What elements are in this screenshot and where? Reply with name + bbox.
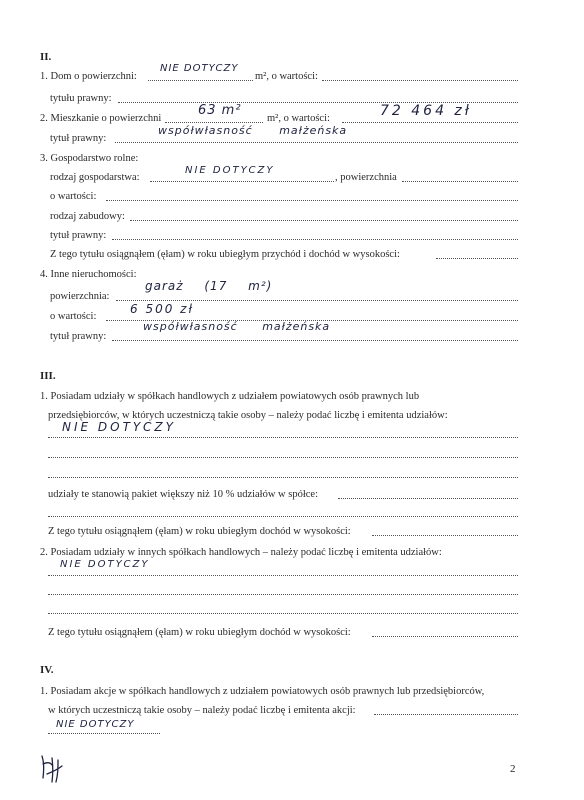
house-title-label: tytułu prawny: — [50, 93, 112, 104]
fill-line — [48, 594, 518, 595]
fill-line — [48, 613, 518, 614]
farm-label: 3. Gospodarstwo rolne: — [40, 153, 139, 164]
other-value-answer: 6 500 zł — [130, 302, 194, 316]
flat-area-label: 2. Mieszkanie o powierzchni — [40, 113, 162, 124]
other-title-answer: współwłasność małżeńska — [143, 320, 331, 333]
other-property-label: 4. Inne nieruchomości: — [40, 269, 137, 280]
stocks-answer: NIE DOTYCZY — [56, 719, 135, 730]
fill-line — [48, 733, 160, 734]
fill-line — [342, 122, 518, 123]
section-4-heading: IV. — [40, 664, 54, 676]
fill-line — [116, 300, 518, 301]
shares-answer: NIE DOTYCZY — [62, 420, 176, 434]
fill-line — [48, 457, 518, 458]
fill-line — [48, 437, 518, 438]
fill-line — [130, 220, 518, 221]
other-shares-question: 2. Posiadam udziały w innych spółkach handlowych – należy podać liczbę i emitenta udziałów: — [40, 547, 442, 558]
fill-line — [115, 142, 518, 143]
farm-title-label: tytuł prawny: — [50, 230, 107, 241]
fill-line — [165, 122, 263, 123]
stocks-question-line1: 1. Posiadam akcje w spółkach handlowych z udziałem powiatowych osób prawnych lub przedsiębiorców, — [40, 686, 485, 697]
farm-income-label: Z tego tytułu osiągnąłem (ęłam) w roku ubiegłym przychód i dochód w wysokości: — [50, 249, 400, 260]
farm-kind-answer: NIE DOTYCZY — [185, 165, 275, 176]
flat-title-label: tytuł prawny: — [50, 133, 107, 144]
fill-line — [436, 258, 518, 259]
fill-line — [374, 714, 518, 715]
fill-line — [48, 477, 518, 478]
flat-value-answer: 72 464 zł — [380, 103, 472, 119]
house-area-label: 1. Dom o powierzchni: — [40, 71, 137, 82]
fill-line — [372, 636, 518, 637]
other-area-label: powierzchnia: — [50, 291, 110, 302]
farm-area-label: , powierzchnia — [335, 172, 397, 183]
stocks-question-line2: w których uczestniczą takie osoby – należy podać liczbę i emitenta akcji: — [48, 705, 356, 716]
other-title-label: tytuł prawny: — [50, 331, 107, 342]
flat-unit-label: m², o wartości: — [267, 113, 330, 124]
other-shares-answer: NIE DOTYCZY — [60, 559, 150, 570]
shares-question-line2: przedsiębiorców, w których uczestniczą takie osoby – należy podać liczbę i emitenta udziałów: — [48, 410, 448, 421]
shares-income-label: Z tego tytułu osiągnąłem (ęłam) w roku ubiegłym dochód w wysokości: — [48, 526, 351, 537]
section-2-heading: II. — [40, 51, 52, 63]
farm-value-label: o wartości: — [50, 191, 97, 202]
other-area-answer: garaż (17 m²) — [145, 279, 273, 293]
shares-packet-label: udziały te stanowią pakiet większy niż 10 % udziałów w spółce: — [48, 489, 319, 500]
house-answer: NIE DOTYCZY — [160, 63, 239, 74]
fill-line — [48, 575, 518, 576]
fill-line — [112, 239, 518, 240]
fill-line — [402, 181, 518, 182]
section-3-heading: III. — [40, 370, 56, 382]
fill-line — [112, 340, 518, 341]
other-value-label: o wartości: — [50, 311, 97, 322]
farm-kind-label: rodzaj gospodarstwa: — [50, 172, 140, 183]
farm-build-label: rodzaj zabudowy: — [50, 211, 125, 222]
fill-line — [106, 200, 518, 201]
fill-line — [372, 535, 518, 536]
flat-title-answer: współwłasność małżeńska — [158, 124, 348, 137]
fill-line — [338, 498, 518, 499]
fill-line — [150, 181, 334, 182]
fill-line — [48, 516, 518, 517]
page-number: 2 — [510, 763, 516, 775]
initials-signature — [38, 752, 68, 786]
flat-area-answer: 63 m² — [198, 103, 242, 118]
house-unit-label: m², o wartości: — [255, 71, 318, 82]
fill-line — [148, 80, 253, 81]
shares-question-line1: 1. Posiadam udziały w spółkach handlowych z udziałem powiatowych osób prawnych lub — [40, 391, 420, 402]
fill-line — [322, 80, 518, 81]
other-shares-income-label: Z tego tytułu osiągnąłem (ęłam) w roku ubiegłym dochód w wysokości: — [48, 627, 351, 638]
